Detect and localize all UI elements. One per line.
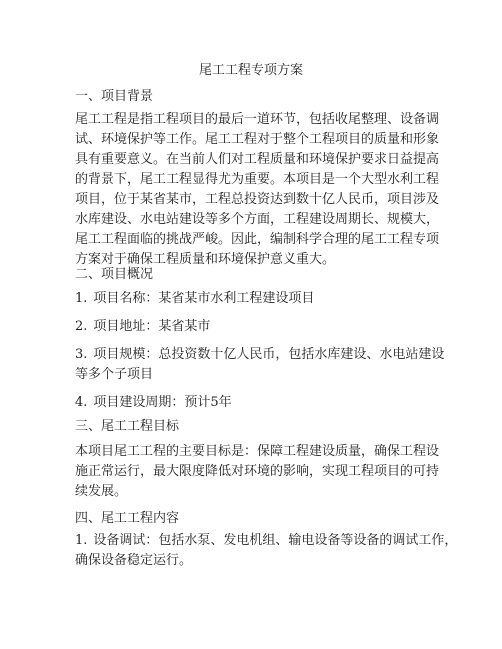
list-item xyxy=(75,317,210,337)
paragraph-line: 尾工工程是指工程项目的最后一道环节，包括收尾整理、设备调 xyxy=(75,112,440,127)
list-item-text: 确保设备稳定运行。 xyxy=(75,553,193,568)
paragraph-goals xyxy=(75,442,439,502)
paragraph-line: 水库建设、水电站建设等多个方面，工程建设周期长、规模大， xyxy=(75,212,440,227)
list-item-text: 项目地址：某省某市 xyxy=(93,319,211,334)
list-item xyxy=(75,289,314,309)
paragraph-line: 施正常运行，最大限度降低对环境的影响，实现工程项目的可持 xyxy=(75,464,440,479)
list-item-number: 2. xyxy=(75,319,88,334)
paragraph-line: 本项目尾工工程的主要目标是：保障工程建设质量，确保工程设 xyxy=(75,444,440,459)
paragraph-line: 尾工工程面临的挑战严峻。因此，编制科学合理的尾工工程专项 xyxy=(75,232,440,247)
list-item-text: 等多个子项目 xyxy=(75,367,154,382)
paragraph-line: 方案对于确保工程质量和环境保护意义重大。 xyxy=(75,252,336,267)
list-item-text: 项目建设周期：预计5年 xyxy=(93,395,232,410)
paragraph-line: 试、环境保护等工作。尾工工程对于整个工程项目的质量和形象 xyxy=(75,132,440,147)
list-item-number: 3. xyxy=(75,347,88,362)
list-item xyxy=(75,345,444,385)
section-heading-goals: 三、尾工工程目标 xyxy=(75,419,180,434)
paragraph-line: 项目，位于某省某市，工程总投资达到数十亿人民币，项目涉及 xyxy=(75,192,440,207)
list-item xyxy=(75,393,232,413)
list-item-number: 4. xyxy=(75,395,88,410)
paragraph-line: 的背景下，尾工工程显得尤为重要。本项目是一个大型水利工程 xyxy=(75,172,440,187)
list-item-number: 1. xyxy=(75,533,88,548)
paragraph-background xyxy=(75,110,439,270)
section-heading-content: 四、尾工工程内容 xyxy=(75,511,180,526)
section-heading-overview: 二、项目概况 xyxy=(75,267,154,282)
list-item-text: 设备调试：包括水泵、发电机组、输电设备等设备的调试工作， xyxy=(93,533,458,548)
section-heading-background: 一、项目背景 xyxy=(75,89,154,104)
paragraph-line: 具有重要意义。在当前人们对工程质量和环境保护要求日益提高 xyxy=(75,152,440,167)
list-item xyxy=(75,531,457,571)
list-item-text: 项目规模：总投资数十亿人民币，包括水库建设、水电站建设 xyxy=(93,347,445,362)
document-title: 尾工工程专项方案 xyxy=(198,63,303,78)
paragraph-line: 续发展。 xyxy=(75,484,128,499)
list-item-text: 项目名称：某省某市水利工程建设项目 xyxy=(93,291,315,306)
list-item-number: 1. xyxy=(75,291,88,306)
